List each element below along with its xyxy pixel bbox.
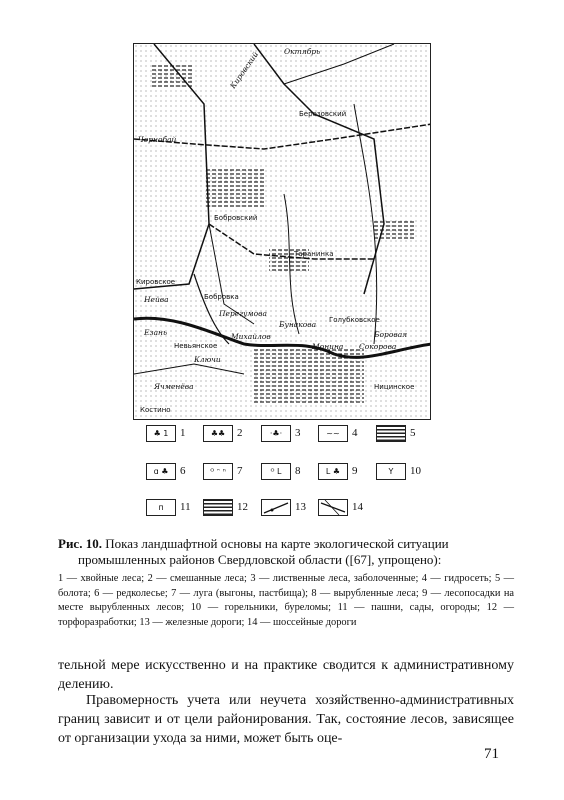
legend-symbol-3: ·♣· xyxy=(261,425,291,442)
legend-symbol-5 xyxy=(376,425,406,442)
figure-caption xyxy=(58,536,508,568)
legend-number-10: 10 xyxy=(410,465,421,477)
legend-number-11: 11 xyxy=(180,501,191,513)
svg-text:Кировское: Кировское xyxy=(136,278,176,286)
legend-number-13: 13 xyxy=(295,501,306,513)
svg-text:Березовский: Березовский xyxy=(299,110,347,118)
legend-description: 1 — хвойные леса; 2 — смешанные леса; 3 — лиственные леса, заболоченные; 4 — гидросеть; 5 — болота; 6 — редколесье; 7 — луга (выгоны, пастбища); 8 — вырубленные леса; 9 — лесопосадки на месте вырубленных лесов; 10 — горельники, буреломы; 11 — пашни, сады, огороды; 12 — торфоразработки; 13 — железные дороги; 14 — шоссейные дороги xyxy=(58,573,514,628)
svg-text:Таранинка: Таранинка xyxy=(294,250,334,258)
page-number: 71 xyxy=(484,746,499,762)
caption-line1: Показ ландшафтной основы на карте экологической ситуации xyxy=(105,536,449,551)
legend-symbol-14 xyxy=(318,499,348,516)
svg-text:Михайлов: Михайлов xyxy=(231,332,271,341)
legend-number-12: 12 xyxy=(237,501,248,513)
legend-symbol-6: ɑ ♣ xyxy=(146,463,176,480)
body-paragraph-2: Правомерность учета или неучета хозяйственно-административных границ зависит и от цели районирования. Так, состояние лесов, зависящее от организации ухода за ними, может быть оце- xyxy=(58,693,514,746)
legend-number-6: 6 xyxy=(180,465,186,477)
legend-symbol-13 xyxy=(261,499,291,516)
legend-number-5: 5 xyxy=(410,427,416,439)
svg-text:Голубковское: Голубковское xyxy=(329,316,380,324)
legend-symbol-7: ᴼ ᵔ ⁿ xyxy=(203,463,233,480)
legend-symbol-2: ♣♣ xyxy=(203,425,233,442)
svg-text:Костино: Костино xyxy=(140,406,171,414)
legend-symbol-4: ~~ xyxy=(318,425,348,442)
svg-text:Кировский: Кировский xyxy=(228,50,261,91)
svg-text:Бунакова: Бунакова xyxy=(279,320,317,329)
legend-number-8: 8 xyxy=(295,465,301,477)
svg-text:Сокорова: Сокорова xyxy=(359,342,397,351)
svg-text:Ницинское: Ницинское xyxy=(374,383,415,391)
legend-number-1: 1 xyxy=(180,427,186,439)
legend-symbol-1: ♣ 1 xyxy=(146,425,176,442)
legend-number-7: 7 xyxy=(237,465,243,477)
svg-text:Бобровский: Бобровский xyxy=(214,214,258,222)
svg-text:Перегумова: Перегумова xyxy=(219,309,267,318)
svg-text:Ячменёва: Ячменёва xyxy=(154,382,194,391)
legend-number-2: 2 xyxy=(237,427,243,439)
svg-text:Октябрь: Октябрь xyxy=(284,47,321,56)
svg-text:Боровая: Боровая xyxy=(374,330,408,339)
legend-symbol-11: п xyxy=(146,499,176,516)
legend-symbol-9: L ♣ xyxy=(318,463,348,480)
legend-number-3: 3 xyxy=(295,427,301,439)
svg-text:Езань: Езань xyxy=(144,328,168,337)
landscape-map xyxy=(133,43,431,420)
map-drawing xyxy=(134,44,431,420)
legend-number-14: 14 xyxy=(352,501,363,513)
svg-text:Монина: Монина xyxy=(312,342,344,351)
legend-symbol-10: Y xyxy=(376,463,406,480)
caption-label: Рис. 10. xyxy=(58,536,102,551)
svg-text:Чернобай: Чернобай xyxy=(138,135,177,144)
svg-text:Невьянское: Невьянское xyxy=(174,342,218,350)
svg-text:Ключи: Ключи xyxy=(194,355,221,364)
legend-number-9: 9 xyxy=(352,465,358,477)
svg-text:Бобровка: Бобровка xyxy=(204,293,239,301)
caption-line2: промышленных районов Свердловской области ([67], упрощено): xyxy=(78,552,442,567)
svg-text:Нейва: Нейва xyxy=(144,295,169,304)
body-paragraph-1: тельной мере искусственно и на практике сводится к административному делению. xyxy=(58,658,514,692)
legend-symbol-12 xyxy=(203,499,233,516)
legend-number-4: 4 xyxy=(352,427,358,439)
legend-symbol-8: ᴼ L xyxy=(261,463,291,480)
